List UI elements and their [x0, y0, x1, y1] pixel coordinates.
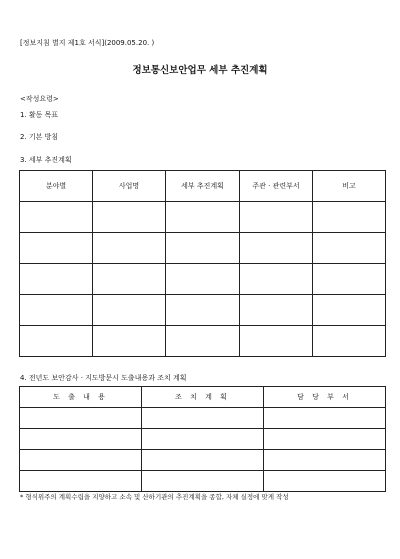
table-row	[20, 471, 386, 492]
section-activity-goal: 1. 활동 목표	[20, 111, 59, 119]
table-cell[interactable]	[166, 295, 240, 326]
table-cell[interactable]	[240, 295, 313, 326]
table-cell[interactable]	[20, 429, 142, 450]
section-detailed-plan: 3. 세부 추진계획	[20, 156, 72, 164]
table-cell[interactable]	[264, 408, 386, 429]
table-cell[interactable]	[240, 233, 313, 264]
page-title: 정보통신보안업무 세부 추진계획	[132, 65, 268, 76]
col-header-department: 주관 · 관련부서	[240, 171, 313, 202]
col-header-plan: 세부 추진계획	[166, 171, 240, 202]
table-cell[interactable]	[264, 471, 386, 492]
table-cell[interactable]	[93, 295, 166, 326]
writing-guide-label: <작성요령>	[20, 95, 59, 103]
section-basic-policy: 2. 기본 방침	[20, 133, 59, 141]
col-header-responsible-dept: 담 당 부 서	[264, 387, 386, 408]
table-cell[interactable]	[313, 326, 386, 357]
table-cell[interactable]	[20, 471, 142, 492]
table-cell[interactable]	[142, 471, 264, 492]
table-cell[interactable]	[93, 326, 166, 357]
footnote: * 형식위주의 계획수립을 지양하고 소속 및 산하기관의 추진계획을 종합, 자체 실정에 맞게 작성	[20, 493, 289, 501]
table-row	[20, 450, 386, 471]
table-cell[interactable]	[20, 408, 142, 429]
table-cell[interactable]	[240, 264, 313, 295]
table-cell[interactable]	[313, 233, 386, 264]
table-cell[interactable]	[166, 202, 240, 233]
table-row	[20, 408, 386, 429]
table-cell[interactable]	[166, 233, 240, 264]
table-cell[interactable]	[93, 202, 166, 233]
table-cell[interactable]	[20, 202, 93, 233]
table-cell[interactable]	[20, 233, 93, 264]
col-header-project: 사업명	[93, 171, 166, 202]
detailed-plan-table	[19, 170, 386, 357]
col-header-findings: 도 출 내 용	[20, 387, 142, 408]
col-header-field: 분야별	[20, 171, 93, 202]
table-cell[interactable]	[20, 295, 93, 326]
table-cell[interactable]	[93, 264, 166, 295]
table-cell[interactable]	[313, 295, 386, 326]
table-cell[interactable]	[240, 202, 313, 233]
table-cell[interactable]	[142, 450, 264, 471]
table-cell[interactable]	[166, 326, 240, 357]
table-cell[interactable]	[166, 264, 240, 295]
table-cell[interactable]	[264, 450, 386, 471]
audit-findings-table	[19, 386, 386, 492]
table-cell[interactable]	[20, 450, 142, 471]
table-header-row	[20, 387, 386, 408]
section-audit-findings: 4. 전년도 보안감사 · 지도방문시 도출내용과 조치 계획	[20, 374, 187, 382]
col-header-remarks: 비고	[313, 171, 386, 202]
table-row	[20, 326, 386, 357]
table-cell[interactable]	[313, 264, 386, 295]
table-row	[20, 233, 386, 264]
table-cell[interactable]	[20, 326, 93, 357]
table-cell[interactable]	[313, 202, 386, 233]
table-cell[interactable]	[142, 429, 264, 450]
table-row	[20, 264, 386, 295]
table-row	[20, 202, 386, 233]
col-header-action-plan: 조 치 계 획	[142, 387, 264, 408]
table-row	[20, 429, 386, 450]
table-cell[interactable]	[240, 326, 313, 357]
table-cell[interactable]	[264, 429, 386, 450]
table-cell[interactable]	[93, 233, 166, 264]
table-header-row	[20, 171, 386, 202]
form-header: [정보지침 별지 제1호 서식](2009.05.20. )	[20, 39, 155, 47]
table-cell[interactable]	[20, 264, 93, 295]
table-row	[20, 295, 386, 326]
table-cell[interactable]	[142, 408, 264, 429]
